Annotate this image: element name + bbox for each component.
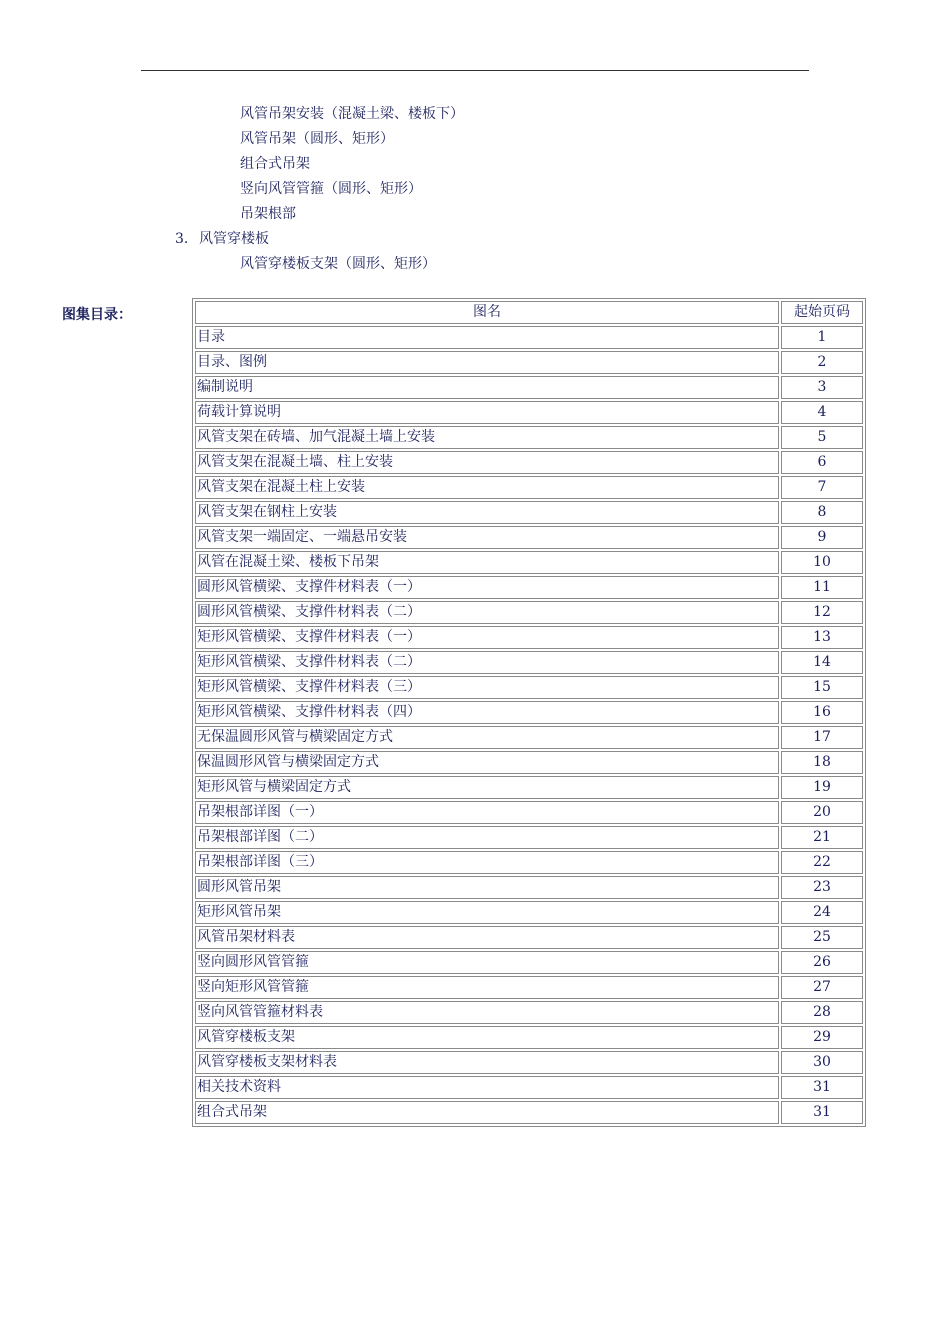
start-page-cell: 13	[781, 626, 863, 649]
start-page-cell: 26	[781, 951, 863, 974]
start-page-cell: 16	[781, 701, 863, 724]
drawing-name-cell: 荷载计算说明	[195, 401, 779, 424]
start-page-cell: 4	[781, 401, 863, 424]
drawing-name-cell: 目录	[195, 326, 779, 349]
outline-item: 风管穿楼板支架（圆形、矩形）	[240, 256, 436, 272]
outline-item: 吊架根部	[240, 206, 296, 222]
drawing-name-cell: 矩形风管与横梁固定方式	[195, 776, 779, 799]
start-page-cell: 15	[781, 676, 863, 699]
drawing-name-cell: 吊架根部详图（三）	[195, 851, 779, 874]
start-page-cell: 22	[781, 851, 863, 874]
drawing-name-cell: 圆形风管横梁、支撑件材料表（二）	[195, 601, 779, 624]
table-row	[195, 426, 863, 449]
outline-item: 组合式吊架	[240, 156, 310, 172]
start-page-cell: 11	[781, 576, 863, 599]
start-page-cell: 25	[781, 926, 863, 949]
table-row	[195, 1101, 863, 1124]
table-row	[195, 526, 863, 549]
table-row	[195, 751, 863, 774]
drawing-name-cell: 风管穿楼板支架	[195, 1026, 779, 1049]
table-row	[195, 651, 863, 674]
start-page-cell: 10	[781, 551, 863, 574]
outline-item: 竖向风管管箍（圆形、矩形）	[240, 181, 422, 197]
table-row	[195, 901, 863, 924]
table-row	[195, 951, 863, 974]
table-row	[195, 801, 863, 824]
start-page-cell: 29	[781, 1026, 863, 1049]
drawing-name-cell: 风管穿楼板支架材料表	[195, 1051, 779, 1074]
start-page-cell: 27	[781, 976, 863, 999]
start-page-cell: 14	[781, 651, 863, 674]
start-page-cell: 28	[781, 1001, 863, 1024]
table-row	[195, 451, 863, 474]
drawing-name-cell: 矩形风管横梁、支撑件材料表（二）	[195, 651, 779, 674]
table-row	[195, 401, 863, 424]
drawing-name-cell: 圆形风管吊架	[195, 876, 779, 899]
table-row	[195, 626, 863, 649]
drawing-name-cell: 竖向圆形风管管箍	[195, 951, 779, 974]
drawing-name-cell: 矩形风管横梁、支撑件材料表（一）	[195, 626, 779, 649]
table-row	[195, 551, 863, 574]
header-drawing-name: 图名	[195, 301, 779, 324]
drawing-name-cell: 无保温圆形风管与横梁固定方式	[195, 726, 779, 749]
start-page-cell: 23	[781, 876, 863, 899]
drawing-name-cell: 矩形风管横梁、支撑件材料表（三）	[195, 676, 779, 699]
table-row	[195, 826, 863, 849]
drawing-name-cell: 竖向风管管箍材料表	[195, 1001, 779, 1024]
table-header-row	[195, 301, 863, 324]
drawing-name-cell: 组合式吊架	[195, 1101, 779, 1124]
drawing-name-cell: 圆形风管横梁、支撑件材料表（一）	[195, 576, 779, 599]
drawing-name-cell: 风管支架一端固定、一端悬吊安装	[195, 526, 779, 549]
table-row	[195, 376, 863, 399]
table-row	[195, 601, 863, 624]
start-page-cell: 31	[781, 1076, 863, 1099]
header-start-page: 起始页码	[781, 301, 863, 324]
start-page-cell: 18	[781, 751, 863, 774]
outline-item: 风管吊架安装（混凝土梁、楼板下）	[240, 106, 464, 122]
table-row	[195, 776, 863, 799]
section-number: 3.	[175, 231, 189, 247]
top-divider	[141, 70, 809, 71]
drawing-name-cell: 风管支架在混凝土柱上安装	[195, 476, 779, 499]
outline-section-heading	[175, 230, 269, 248]
table-row	[195, 476, 863, 499]
table-row	[195, 676, 863, 699]
drawing-name-cell: 风管在混凝土梁、楼板下吊架	[195, 551, 779, 574]
start-page-cell: 17	[781, 726, 863, 749]
start-page-cell: 8	[781, 501, 863, 524]
table-row	[195, 701, 863, 724]
drawing-name-cell: 风管支架在钢柱上安装	[195, 501, 779, 524]
start-page-cell: 6	[781, 451, 863, 474]
drawing-name-cell: 风管吊架材料表	[195, 926, 779, 949]
start-page-cell: 5	[781, 426, 863, 449]
section-title: 风管穿楼板	[199, 231, 269, 247]
drawing-name-cell: 竖向矩形风管管箍	[195, 976, 779, 999]
table-row	[195, 1051, 863, 1074]
table-row	[195, 926, 863, 949]
start-page-cell: 2	[781, 351, 863, 374]
table-row	[195, 1076, 863, 1099]
start-page-cell: 20	[781, 801, 863, 824]
start-page-cell: 12	[781, 601, 863, 624]
drawing-name-cell: 编制说明	[195, 376, 779, 399]
start-page-cell: 30	[781, 1051, 863, 1074]
table-row	[195, 326, 863, 349]
start-page-cell: 3	[781, 376, 863, 399]
drawing-name-cell: 风管支架在混凝土墙、柱上安装	[195, 451, 779, 474]
start-page-cell: 31	[781, 1101, 863, 1124]
start-page-cell: 21	[781, 826, 863, 849]
start-page-cell: 1	[781, 326, 863, 349]
table-row	[195, 851, 863, 874]
start-page-cell: 7	[781, 476, 863, 499]
catalog-table-body	[195, 326, 863, 1124]
drawing-name-cell: 保温圆形风管与横梁固定方式	[195, 751, 779, 774]
start-page-cell: 24	[781, 901, 863, 924]
start-page-cell: 19	[781, 776, 863, 799]
drawing-name-cell: 矩形风管横梁、支撑件材料表（四）	[195, 701, 779, 724]
table-row	[195, 576, 863, 599]
drawing-name-cell: 目录、图例	[195, 351, 779, 374]
catalog-table	[192, 298, 866, 1127]
table-row	[195, 876, 863, 899]
start-page-cell: 9	[781, 526, 863, 549]
drawing-name-cell: 矩形风管吊架	[195, 901, 779, 924]
drawing-name-cell: 吊架根部详图（二）	[195, 826, 779, 849]
table-row	[195, 1026, 863, 1049]
table-row	[195, 501, 863, 524]
catalog-label: 图集目录：	[62, 307, 132, 323]
drawing-name-cell: 吊架根部详图（一）	[195, 801, 779, 824]
outline-item: 风管吊架（圆形、矩形）	[240, 131, 394, 147]
drawing-name-cell: 风管支架在砖墙、加气混凝土墙上安装	[195, 426, 779, 449]
table-row	[195, 351, 863, 374]
drawing-name-cell: 相关技术资料	[195, 1076, 779, 1099]
table-row	[195, 726, 863, 749]
table-row	[195, 1001, 863, 1024]
table-row	[195, 976, 863, 999]
